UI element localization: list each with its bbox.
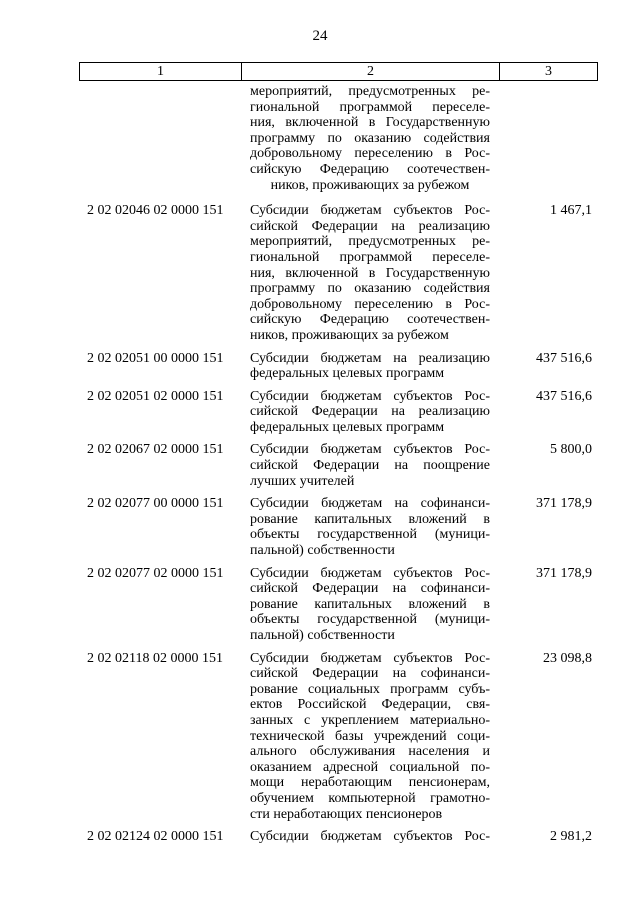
description-line: занных с укреплением материально-: [250, 712, 490, 728]
amount: 5 800,0: [550, 442, 592, 458]
description-line: лучших учителей: [250, 473, 355, 489]
table-row: [79, 829, 598, 845]
description-line: оказанием адресной социальной по-: [250, 759, 490, 775]
row-description: [250, 442, 490, 489]
amount: 1 467,1: [550, 203, 592, 219]
description-line: сийской Федерации на софинанси-: [250, 581, 490, 597]
amount: [490, 84, 598, 193]
description-line: рование капитальных вложений в: [250, 511, 490, 527]
amount: 2 981,2: [550, 829, 592, 845]
description-line: Субсидии бюджетам субъектов Рос-: [250, 388, 490, 404]
table-row: [79, 84, 598, 193]
row-description: [250, 651, 490, 823]
description-line: обучением компьютерной грамотно-: [250, 790, 490, 806]
description-line: добровольному переселению в Рос-: [250, 146, 490, 162]
table-row: [79, 566, 598, 644]
description-line: мощи неработающим пенсионерам,: [250, 775, 490, 791]
row-description: [250, 829, 490, 845]
description-line: пальной) собственности: [250, 628, 395, 643]
row-description: [250, 389, 490, 436]
description-line: сийской Федерации на софинанси-: [250, 666, 490, 682]
description-line: технической базы учреждений соци-: [250, 728, 490, 744]
description-line: Субсидии бюджетам субъектов Рос-: [250, 565, 490, 581]
description-line: федеральных целевых программ: [250, 366, 445, 382]
description-line: сти неработающих пенсионеров: [250, 806, 443, 822]
description-line: мероприятий, предусмотренных ре-: [250, 84, 490, 99]
description-line: объекты государственной (муници-: [250, 612, 490, 628]
description-line: Субсидии бюджетам на реализацию: [250, 350, 490, 366]
description-line: Субсидии бюджетам субъектов Рос-: [250, 203, 490, 219]
description-line: Субсидии бюджетам субъектов Рос-: [250, 829, 490, 845]
description-line: сийской Федерации на реализацию: [250, 404, 490, 420]
row-description: [250, 84, 490, 193]
table-row: [79, 389, 598, 436]
table-row: [79, 203, 598, 343]
budget-code: 2 02 02051 00 0000 151: [87, 350, 224, 366]
amount: 371 178,9: [536, 565, 592, 581]
description-line: ния, включенной в Государственную: [250, 115, 490, 131]
table-row: [79, 351, 598, 382]
description-line: сийскую Федерацию соотечествен-: [250, 161, 490, 177]
description-line: ников, проживающих за рубежом: [250, 327, 449, 343]
description-line: ектов Российской Федерации, свя-: [250, 697, 490, 713]
row-description: [250, 351, 490, 382]
budget-code: 2 02 02051 02 0000 151: [87, 388, 224, 404]
budget-code: 2 02 02077 00 0000 151: [87, 496, 224, 512]
description-line: ния, включенной в Государственную: [250, 265, 490, 281]
description-line: Субсидии бюджетам субъектов Рос-: [250, 442, 490, 458]
row-description: [250, 496, 490, 558]
table-body: [79, 84, 598, 852]
amount: 437 516,6: [536, 388, 592, 404]
description-line: пальной) собственности: [250, 543, 395, 559]
table-row: [79, 442, 598, 489]
budget-code: [79, 84, 241, 193]
description-line: сийской Федерации на поощрение: [250, 458, 490, 474]
column-header-code: 1: [80, 63, 242, 80]
description-line: ального обслуживания населения и: [250, 744, 490, 760]
amount: 371 178,9: [536, 496, 592, 512]
budget-code: 2 02 02118 02 0000 151: [87, 650, 223, 666]
description-line: гиональной программой переселе-: [250, 249, 490, 265]
description-line: программу по оказанию содействия: [250, 130, 490, 146]
budget-code: 2 02 02077 02 0000 151: [87, 565, 224, 581]
description-line: федеральных целевых программ: [250, 419, 445, 435]
description-line: добровольному переселению в Рос-: [250, 296, 490, 312]
description-line: рование социальных программ субъ-: [250, 681, 490, 697]
description-line: гиональной программой переселе-: [250, 99, 490, 115]
description-line: объекты государственной (муници-: [250, 527, 490, 543]
budget-code: 2 02 02046 02 0000 151: [87, 203, 224, 219]
description-line: сийской Федерации на реализацию: [250, 218, 490, 234]
description-line: программу по оказанию содействия: [250, 281, 490, 297]
column-header-description: 2: [242, 63, 500, 80]
budget-code: 2 02 02124 02 0000 151: [87, 829, 224, 845]
description-line: Субсидии бюджетам субъектов Рос-: [250, 650, 490, 666]
description-line: мероприятий, предусмотренных ре-: [250, 234, 490, 250]
description-line: рование капитальных вложений в: [250, 596, 490, 612]
row-description: [250, 566, 490, 644]
description-line: Субсидии бюджетам на софинанси-: [250, 496, 490, 512]
column-header-amount: 3: [545, 64, 552, 79]
amount: 437 516,6: [536, 350, 592, 366]
description-line: сийскую Федерацию соотечествен-: [250, 312, 490, 328]
page-number: 24: [312, 28, 328, 44]
table-row: [79, 651, 598, 823]
description-line: ников, проживающих за рубежом: [270, 177, 470, 193]
amount: 23 098,8: [543, 650, 592, 666]
table-header: [79, 62, 598, 81]
table-row: [79, 496, 598, 558]
row-description: [250, 203, 490, 343]
budget-code: 2 02 02067 02 0000 151: [87, 442, 224, 458]
